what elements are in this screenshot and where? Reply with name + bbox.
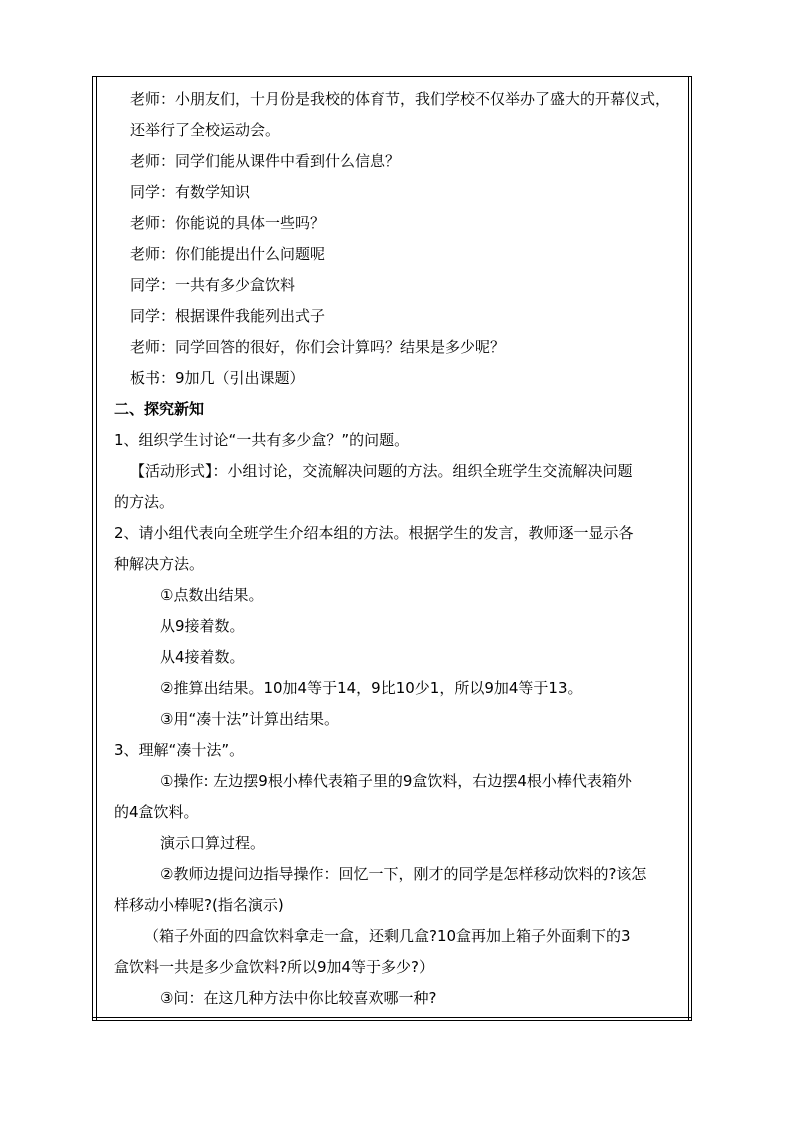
dialogue-line: 同学：一共有多少盒饮料 xyxy=(130,276,296,294)
table-inner-border-bottom xyxy=(92,1017,692,1018)
activity-form: 【活动形式】：小组讨论，交流解决问题的方法。组织全班学生交流解决问题 xyxy=(130,462,633,480)
dialogue-line: 老师：小朋友们，十月份是我校的体育节，我们学校不仅举办了盛大的开幕仪式， xyxy=(130,90,671,108)
method-1-b: 从4接着数。 xyxy=(160,648,245,666)
step-3: 3、理解“凑十法”。 xyxy=(114,741,245,759)
dialogue-line: 老师：同学们能从课件中看到什么信息？ xyxy=(130,152,401,170)
step-2: 2、请小组代表向全班学生介绍本组的方法。根据学生的发言，教师逐一显示各 xyxy=(114,524,634,542)
method-2: ②推算出结果。10加4等于14，9比10少1，所以9加4等于13。 xyxy=(160,679,583,697)
dialogue-line: 老师：你能说的具体一些吗？ xyxy=(130,214,326,232)
dialogue-line: 老师：你们能提出什么问题呢 xyxy=(130,245,326,263)
explanation: （箱子外面的四盒饮料拿走一盒，还剩几盒?10盒再加上箱子外面剩下的3 xyxy=(144,927,631,945)
table-inner-border-left xyxy=(96,76,97,1021)
operation-2-cont: 样移动小棒呢?(指名演示) xyxy=(114,896,284,914)
operation-1-cont: 的4盒饮料。 xyxy=(114,803,199,821)
dialogue-line: 同学：有数学知识 xyxy=(130,183,251,201)
table-inner-border-right xyxy=(688,76,689,1021)
activity-form-cont: 的方法。 xyxy=(114,493,175,511)
question-3: ③问：在这几种方法中你比较喜欢哪一种? xyxy=(160,989,437,1007)
method-1-a: 从9接着数。 xyxy=(160,617,245,635)
operation-2: ②教师边提问边指导操作：回忆一下，刚才的同学是怎样移动饮料的?该怎 xyxy=(160,865,647,883)
board-writing: 板书：9加几（引出课题） xyxy=(130,369,305,387)
dialogue-line: 同学：根据课件我能列出式子 xyxy=(130,307,326,325)
explanation-cont: 盒饮料一共是多少盒饮料?所以9加4等于多少?） xyxy=(114,958,435,976)
method-3: ③用“凑十法”计算出结果。 xyxy=(160,710,339,728)
demo-calc: 演示口算过程。 xyxy=(160,834,266,852)
step-1: 1、组织学生讨论“一共有多少盒？”的问题。 xyxy=(114,431,410,449)
step-2-cont: 种解决方法。 xyxy=(114,555,205,573)
lesson-content xyxy=(100,84,684,1014)
section-heading: 二、探究新知 xyxy=(114,400,205,418)
dialogue-line: 还举行了全校运动会。 xyxy=(130,121,281,139)
dialogue-line: 老师：同学回答的很好，你们会计算吗？结果是多少呢？ xyxy=(130,338,506,356)
operation-1: ①操作: 左边摆9根小棒代表箱子里的9盒饮料，右边摆4根小棒代表箱外 xyxy=(160,772,632,790)
method-1: ①点数出结果。 xyxy=(160,586,264,604)
